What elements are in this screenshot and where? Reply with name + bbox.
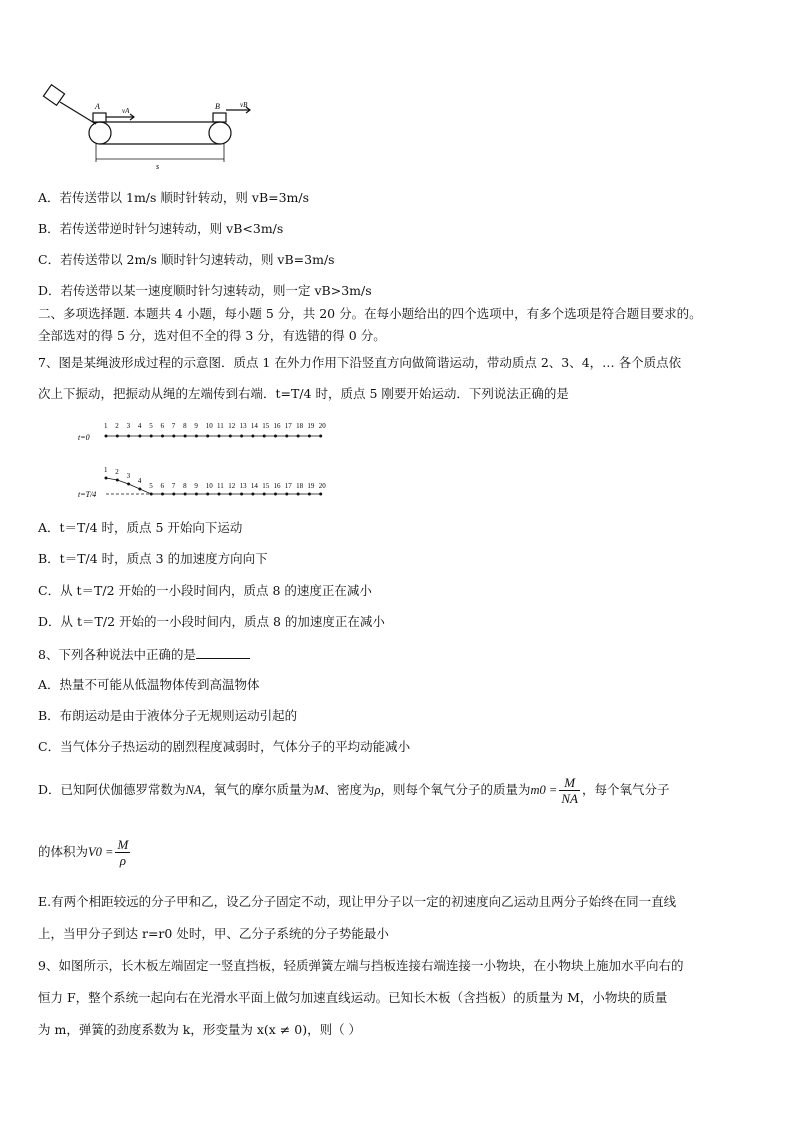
particle-number-t-quarter: 2: [115, 468, 119, 476]
particle-t-quarter: [184, 493, 187, 496]
particle-t-quarter: [285, 493, 288, 496]
particle-number-t-quarter: 10: [205, 482, 213, 490]
particle-t-quarter: [195, 493, 198, 496]
answer-blank: [196, 646, 250, 659]
particle-number-t-quarter: 19: [307, 482, 315, 490]
particle-number-t-quarter: 7: [171, 482, 176, 490]
fraction-m-over-rho: $\frac{M}{\rho}$: [117, 837, 129, 868]
particle-number-t0: 8: [183, 422, 187, 430]
row-label-t-quarter: t=T/4: [78, 490, 97, 499]
particle-t-quarter: [263, 493, 266, 496]
particle-number-t-quarter: 12: [228, 482, 236, 490]
q7-option-a: A．t＝T/4 时，质点 5 开始向下运动: [38, 520, 243, 535]
particle-t0: [184, 435, 187, 438]
q8-option-b: B．布朗运动是由于液体分子无规则运动引起的: [38, 708, 298, 723]
q8-d-text2: ，氧气的摩尔质量为: [201, 782, 315, 797]
particle-number-t-quarter: 15: [262, 482, 270, 490]
q8-d-text3: 、密度为: [324, 782, 375, 797]
particle-number-t-quarter: 20: [318, 482, 326, 490]
particle-t0: [172, 435, 175, 438]
particle-number-t-quarter: 17: [284, 482, 292, 490]
particle-number-t0: 17: [284, 422, 292, 430]
particle-t0: [150, 435, 153, 438]
particle-number-t0: 19: [307, 422, 315, 430]
particle-number-t0: 5: [149, 422, 153, 430]
q8-d-text5: ，每个氧气分子: [581, 782, 670, 797]
particle-t0: [229, 435, 232, 438]
particle-number-t-quarter: 9: [194, 482, 198, 490]
fraction-m-over-na: $\frac{M}{NA}$: [561, 775, 578, 806]
particle-t0: [319, 435, 322, 438]
particle-number-t0: 18: [296, 422, 304, 430]
q8-option-a: A．热量不可能从低温物体传到高温物体: [38, 677, 260, 692]
q8-option-e-line2: 上，当甲分子到达 r=r0 处时，甲、乙分子系统的分子势能最小: [38, 926, 389, 941]
particle-number-t0: 1: [104, 422, 108, 430]
particle-t0: [251, 435, 254, 438]
q8-d-text4: ，则每个氧气分子的质量为: [380, 782, 531, 797]
particle-number-t-quarter: 13: [239, 482, 247, 490]
particle-t0: [138, 435, 141, 438]
particle-number-t0: 2: [115, 422, 119, 430]
particle-t-quarter: [274, 493, 277, 496]
q8-d-m: M: [314, 783, 325, 797]
particle-t-quarter: [308, 493, 311, 496]
q8-option-c: C．当气体分子热运动的剧烈程度减弱时，气体分子的平均动能减小: [38, 739, 411, 754]
label-va: vA: [122, 107, 130, 115]
particle-t0: [116, 435, 119, 438]
particle-number-t0: 9: [194, 422, 198, 430]
q9-stem-line1: 9、如图所示，长木板左端固定一竖直挡板，轻质弹簧左端与挡板连接右端连接一小物块，在小物块上施加水平向右的: [38, 958, 684, 973]
particle-number-t0: 15: [262, 422, 270, 430]
particle-number-t-quarter: 11: [217, 482, 224, 490]
particle-number-t-quarter: 14: [250, 482, 258, 490]
q9-stem-line2: 恒力 F，整个系统一起向右在光滑水平面上做匀加速直线运动。已知长木板（含挡板）的质量为 M，小物块的质量: [38, 990, 668, 1005]
q8-option-d-line1: [38, 772, 669, 808]
particle-number-t0: 6: [160, 422, 164, 430]
q8-stem-text: 8、下列各种说法中正确的是: [38, 647, 196, 662]
particle-t-quarter: [138, 488, 141, 491]
particle-t-quarter: [229, 493, 232, 496]
particle-t-quarter: [116, 479, 119, 482]
particle-number-t0: 12: [228, 422, 236, 430]
particle-t-quarter: [150, 493, 153, 496]
q8-d-m0: m0 =: [530, 783, 558, 797]
particle-t-quarter: [251, 493, 254, 496]
particle-number-t0: 14: [250, 422, 258, 430]
particle-t-quarter: [319, 493, 322, 496]
particle-t0: [105, 435, 108, 438]
particle-t-quarter: [240, 493, 243, 496]
particle-t-quarter: [206, 493, 209, 496]
q8-d-text1: D．已知阿伏伽德罗常数为: [38, 782, 186, 797]
left-pulley: [89, 122, 111, 144]
particle-t0: [206, 435, 209, 438]
right-pulley: [209, 122, 231, 144]
particle-number-t0: 20: [318, 422, 326, 430]
particle-number-t0: 13: [239, 422, 247, 430]
q7-option-c: C．从 t＝T/2 开始的一小段时间内，质点 8 的速度正在减小: [38, 583, 372, 598]
q6-option-a: A．若传送带以 1m/s 顺时针转动，则 vB=3m/s: [38, 190, 310, 205]
particle-t0: [308, 435, 311, 438]
particle-t0: [263, 435, 266, 438]
particle-t0: [274, 435, 277, 438]
block-b: [213, 113, 226, 122]
q8-d-text6: 的体积为: [38, 844, 89, 859]
particle-t0: [218, 435, 221, 438]
particle-t-quarter: [105, 477, 108, 480]
particle-t0: [285, 435, 288, 438]
incline-line: [60, 102, 96, 124]
particle-number-t-quarter: 18: [296, 482, 304, 490]
particle-number-t0: 16: [273, 422, 281, 430]
particle-number-t0: 10: [205, 422, 213, 430]
label-b: B: [215, 102, 220, 111]
particle-t-quarter: [218, 493, 221, 496]
q8-d-rho: ρ: [374, 783, 381, 797]
particle-number-t-quarter: 3: [126, 472, 131, 480]
q7-stem-line1: 7、图是某绳波形成过程的示意图．质点 1 在外力作用下沿竖直方向做简谐运动，带动质点 2、3、4，… 各个质点依: [38, 355, 682, 370]
q8-d-na: NA: [185, 783, 202, 797]
particle-t-quarter: [161, 493, 164, 496]
rope-wave-figure: [78, 416, 338, 502]
conveyor-belt-figure: [38, 80, 268, 172]
label-s: s: [156, 162, 160, 171]
particle-number-t0: 11: [217, 422, 224, 430]
particle-t0: [297, 435, 300, 438]
q6-option-d: D．若传送带以某一速度顺时针匀速转动，则一定 vB>3m/s: [38, 283, 372, 298]
particle-number-t-quarter: 16: [273, 482, 281, 490]
q8-d-v0: V0 =: [88, 845, 114, 859]
particle-t0: [240, 435, 243, 438]
particle-number-t-quarter: 4: [137, 477, 142, 485]
particle-t-quarter: [127, 483, 130, 486]
particle-t0: [195, 435, 198, 438]
particle-number-t0: 7: [171, 422, 176, 430]
particle-number-t-quarter: 6: [160, 482, 164, 490]
section2-line1: 二、多项选择题. 本题共 4 小题，每小题 5 分，共 20 分。在每小题给出的四个选项中，有多个选项是符合题目要求的。: [38, 306, 702, 321]
q7-option-d: D．从 t＝T/2 开始的一小段时间内，质点 8 的加速度正在减小: [38, 614, 385, 629]
section2-line2: 全部选对的得 5 分，选对但不全的得 3 分，有选错的得 0 分。: [38, 328, 386, 343]
particle-t0: [161, 435, 164, 438]
q8-option-d-line2: [38, 834, 132, 870]
q8-stem: [38, 646, 250, 663]
q9-stem-line3: 为 m，弹簧的劲度系数为 k，形变量为 x(x ≠ 0)，则（ ）: [38, 1022, 362, 1037]
particle-number-t-quarter: 8: [183, 482, 187, 490]
block-a: [93, 113, 106, 122]
label-a: A: [95, 102, 100, 111]
q6-option-c: C．若传送带以 2m/s 顺时针匀速转动，则 vB=3m/s: [38, 252, 335, 267]
particle-t-quarter: [297, 493, 300, 496]
particle-number-t-quarter: 1: [104, 466, 108, 474]
particle-t-quarter: [172, 493, 175, 496]
particle-t0: [127, 435, 130, 438]
row-label-t0: t=0: [78, 433, 90, 442]
q8-option-e-line1: E.有两个相距较远的分子甲和乙，设乙分子固定不动，现让甲分子以一定的初速度向乙运动且两分子始终在同一直线: [38, 894, 677, 909]
particle-number-t-quarter: 5: [149, 482, 153, 490]
q7-option-b: B．t＝T/4 时，质点 3 的加速度方向向下: [38, 551, 268, 566]
q7-stem-line2: 次上下振动，把振动从绳的左端传到右端．t=T/4 时，质点 5 刚要开始运动．下列说法正确的是: [38, 386, 569, 401]
particle-number-t0: 4: [137, 422, 142, 430]
label-vb: vB: [240, 101, 248, 109]
particle-number-t0: 3: [126, 422, 131, 430]
q6-option-b: B．若传送带逆时针匀速转动，则 vB<3m/s: [38, 221, 284, 236]
